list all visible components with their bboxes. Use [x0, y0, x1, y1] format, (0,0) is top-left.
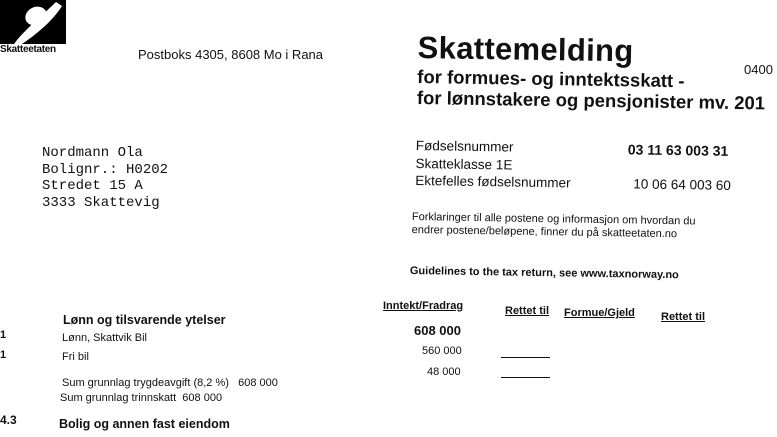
guidelines-link[interactable]: Guidelines to the tax return, see www.taxnorway.no — [409, 265, 679, 282]
row-bracket-tax-basis — [60, 392, 222, 404]
recipient-street: Stredet 15 A — [42, 178, 143, 194]
document-title — [417, 30, 766, 113]
income-amount-2: 48 000 — [427, 366, 461, 378]
recipient-address — [42, 145, 168, 211]
correction-field-1[interactable] — [501, 357, 550, 358]
tax-class: Skatteklasse 1E — [415, 155, 513, 173]
title-line-2: for lønnstakere og pensjonister mv. 201 — [416, 86, 766, 114]
correction-field-2[interactable] — [501, 377, 550, 378]
row-label: Sum grunnlag trinnskatt — [60, 392, 177, 404]
row-salary: Lønn, Skattvik Bil — [62, 332, 147, 344]
skatteetaten-logo — [0, 0, 66, 44]
recipient-unit: Bolignr.: H0202 — [42, 161, 169, 178]
title-main: Skattemelding — [417, 30, 634, 69]
birth-number-value: 03 11 63 003 31 — [627, 141, 729, 159]
section-housing-title: Bolig og annen fast eiendom — [59, 417, 230, 431]
swoosh-icon — [0, 0, 66, 44]
row-social-security-basis — [62, 377, 278, 389]
return-address: Postboks 4305, 8608 Mo i Rana — [138, 47, 324, 62]
row-value: 608 000 — [238, 377, 278, 389]
info-text — [412, 211, 696, 241]
income-amount-1: 560 000 — [422, 345, 462, 357]
info-line-2: endrer postene/beløpene, finner du på skatteetaten.no — [411, 223, 678, 241]
title-line-1: for formues- og inntektsskatt - — [417, 65, 685, 92]
recipient-name: Nordmann Ola — [42, 145, 143, 161]
recipient-postal: 3333 Skattevig — [42, 194, 160, 211]
row-label: Sum grunnlag trygdeavgift (8,2 %) — [62, 377, 229, 389]
column-correct-1: Rettet til — [505, 305, 549, 317]
column-wealth: Formue/Gjeld — [564, 307, 635, 319]
identity-block — [415, 138, 746, 196]
row-value: 608 000 — [182, 392, 223, 404]
row-code: 1 — [0, 349, 7, 361]
column-correct-2: Rettet til — [661, 311, 705, 323]
logo-text: Skatteetaten — [0, 44, 56, 55]
birth-number-label: Fødselsnummer — [415, 138, 514, 155]
spouse-label: Ektefelles fødselsnummer — [415, 172, 571, 191]
row-code: 1 — [0, 329, 7, 341]
section-salary-title: Lønn og tilsvarende ytelser — [63, 313, 226, 327]
income-total: 608 000 — [414, 323, 461, 338]
section-housing-code: 4.3 — [0, 413, 17, 427]
spouse-value: 10 06 64 003 60 — [633, 176, 732, 193]
column-income: Inntekt/Fradrag — [383, 300, 464, 312]
form-code: 0400 — [744, 62, 773, 77]
row-company-car: Fri bil — [62, 351, 89, 363]
info-line-1: Forklaringer til alle postene og informasjon om hvordan du — [411, 211, 696, 228]
